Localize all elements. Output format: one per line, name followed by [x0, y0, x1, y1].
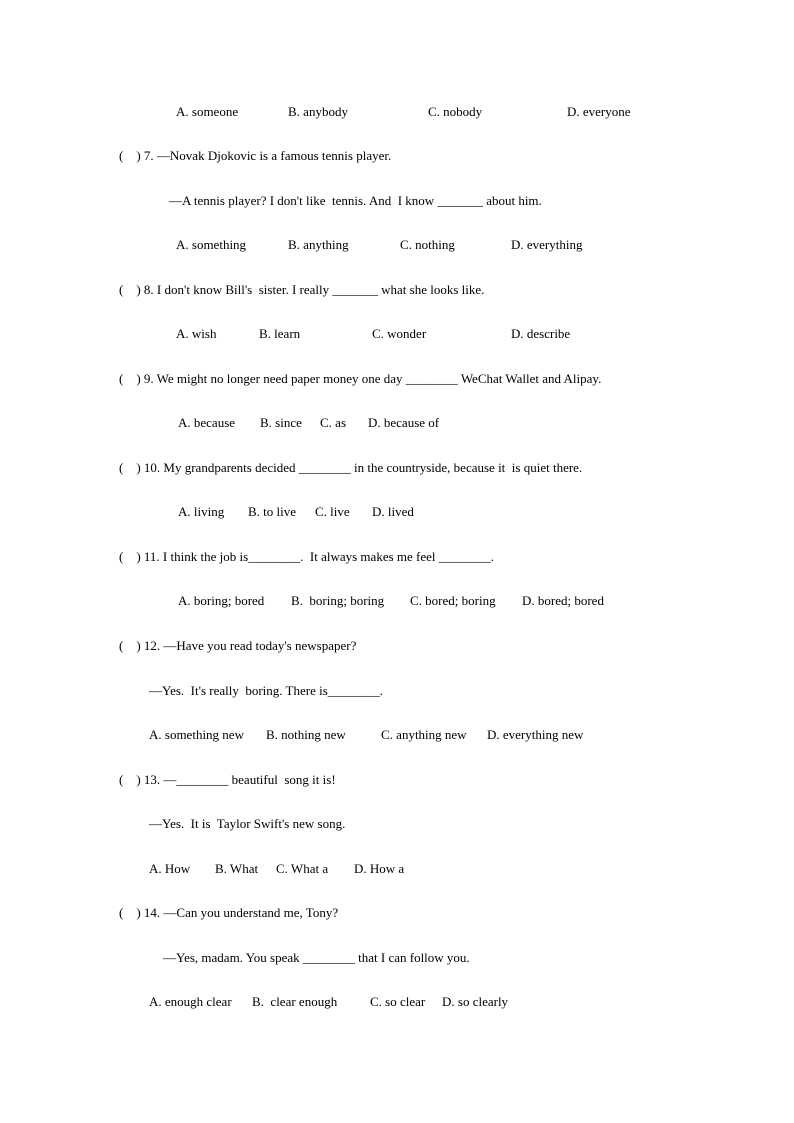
q7-reply: —A tennis player? I don't like tennis. And I know _______ about him. [169, 193, 542, 208]
q7-stem: ( ) 7. —Novak Djokovic is a famous tennis player. [119, 148, 392, 163]
q6-option-a: A. someone [176, 104, 239, 119]
q7-option-b: B. anything [288, 237, 349, 252]
q7-option-d: D. everything [511, 237, 583, 252]
q12-option-b: B. nothing new [266, 727, 346, 742]
q11-option-b: B. boring; boring [291, 593, 385, 608]
q12-option-c: C. anything new [381, 727, 467, 742]
q14-option-d: D. so clearly [442, 994, 509, 1009]
q14-option-a: A. enough clear [149, 994, 232, 1009]
q13-option-c: C. What a [276, 861, 329, 876]
q14-stem: ( ) 14. —Can you understand me, Tony? [119, 905, 339, 920]
q12-reply: —Yes. It's really boring. There is________. [149, 683, 384, 698]
q8-option-a: A. wish [176, 326, 217, 341]
q9-option-b: B. since [260, 415, 302, 430]
q8-option-d: D. describe [511, 326, 571, 341]
q14-option-b: B. clear enough [252, 994, 338, 1009]
q9-option-d: D. because of [368, 415, 440, 430]
q10-option-b: B. to live [248, 504, 297, 519]
q13-reply: —Yes. It is Taylor Swift's new song. [149, 816, 346, 831]
q10-option-d: D. lived [372, 504, 414, 519]
q11-stem: ( ) 11. I think the job is________. It always makes me feel ________. [119, 549, 495, 564]
q11-option-a: A. boring; bored [178, 593, 265, 608]
q9-option-c: C. as [320, 415, 346, 430]
q10-stem: ( ) 10. My grandparents decided ________ in the countryside, because it is quiet there. [119, 460, 583, 475]
q9-stem: ( ) 9. We might no longer need paper money one day ________ WeChat Wallet and Alipay. [119, 371, 602, 386]
q7-option-a: A. something [176, 237, 247, 252]
q7-option-c: C. nothing [400, 237, 455, 252]
q8-option-c: C. wonder [372, 326, 427, 341]
q13-stem: ( ) 13. —________ beautiful song it is! [119, 772, 336, 787]
q6-option-b: B. anybody [288, 104, 348, 119]
q8-option-b: B. learn [259, 326, 301, 341]
q11-option-d: D. bored; bored [522, 593, 604, 608]
q11-option-c: C. bored; boring [410, 593, 496, 608]
q13-option-d: D. How a [354, 861, 405, 876]
q13-option-b: B. What [215, 861, 259, 876]
q12-option-a: A. something new [149, 727, 244, 742]
q6-option-c: C. nobody [428, 104, 483, 119]
q10-option-c: C. live [315, 504, 350, 519]
q9-option-a: A. because [178, 415, 236, 430]
q12-option-d: D. everything new [487, 727, 584, 742]
q14-reply: —Yes, madam. You speak ________ that I can follow you. [163, 950, 470, 965]
q6-option-d: D. everyone [567, 104, 631, 119]
q13-option-a: A. How [149, 861, 191, 876]
q14-option-c: C. so clear [370, 994, 426, 1009]
q10-option-a: A. living [178, 504, 225, 519]
q12-stem: ( ) 12. —Have you read today's newspaper? [119, 638, 357, 653]
q8-stem: ( ) 8. I don't know Bill's sister. I really _______ what she looks like. [119, 282, 485, 297]
